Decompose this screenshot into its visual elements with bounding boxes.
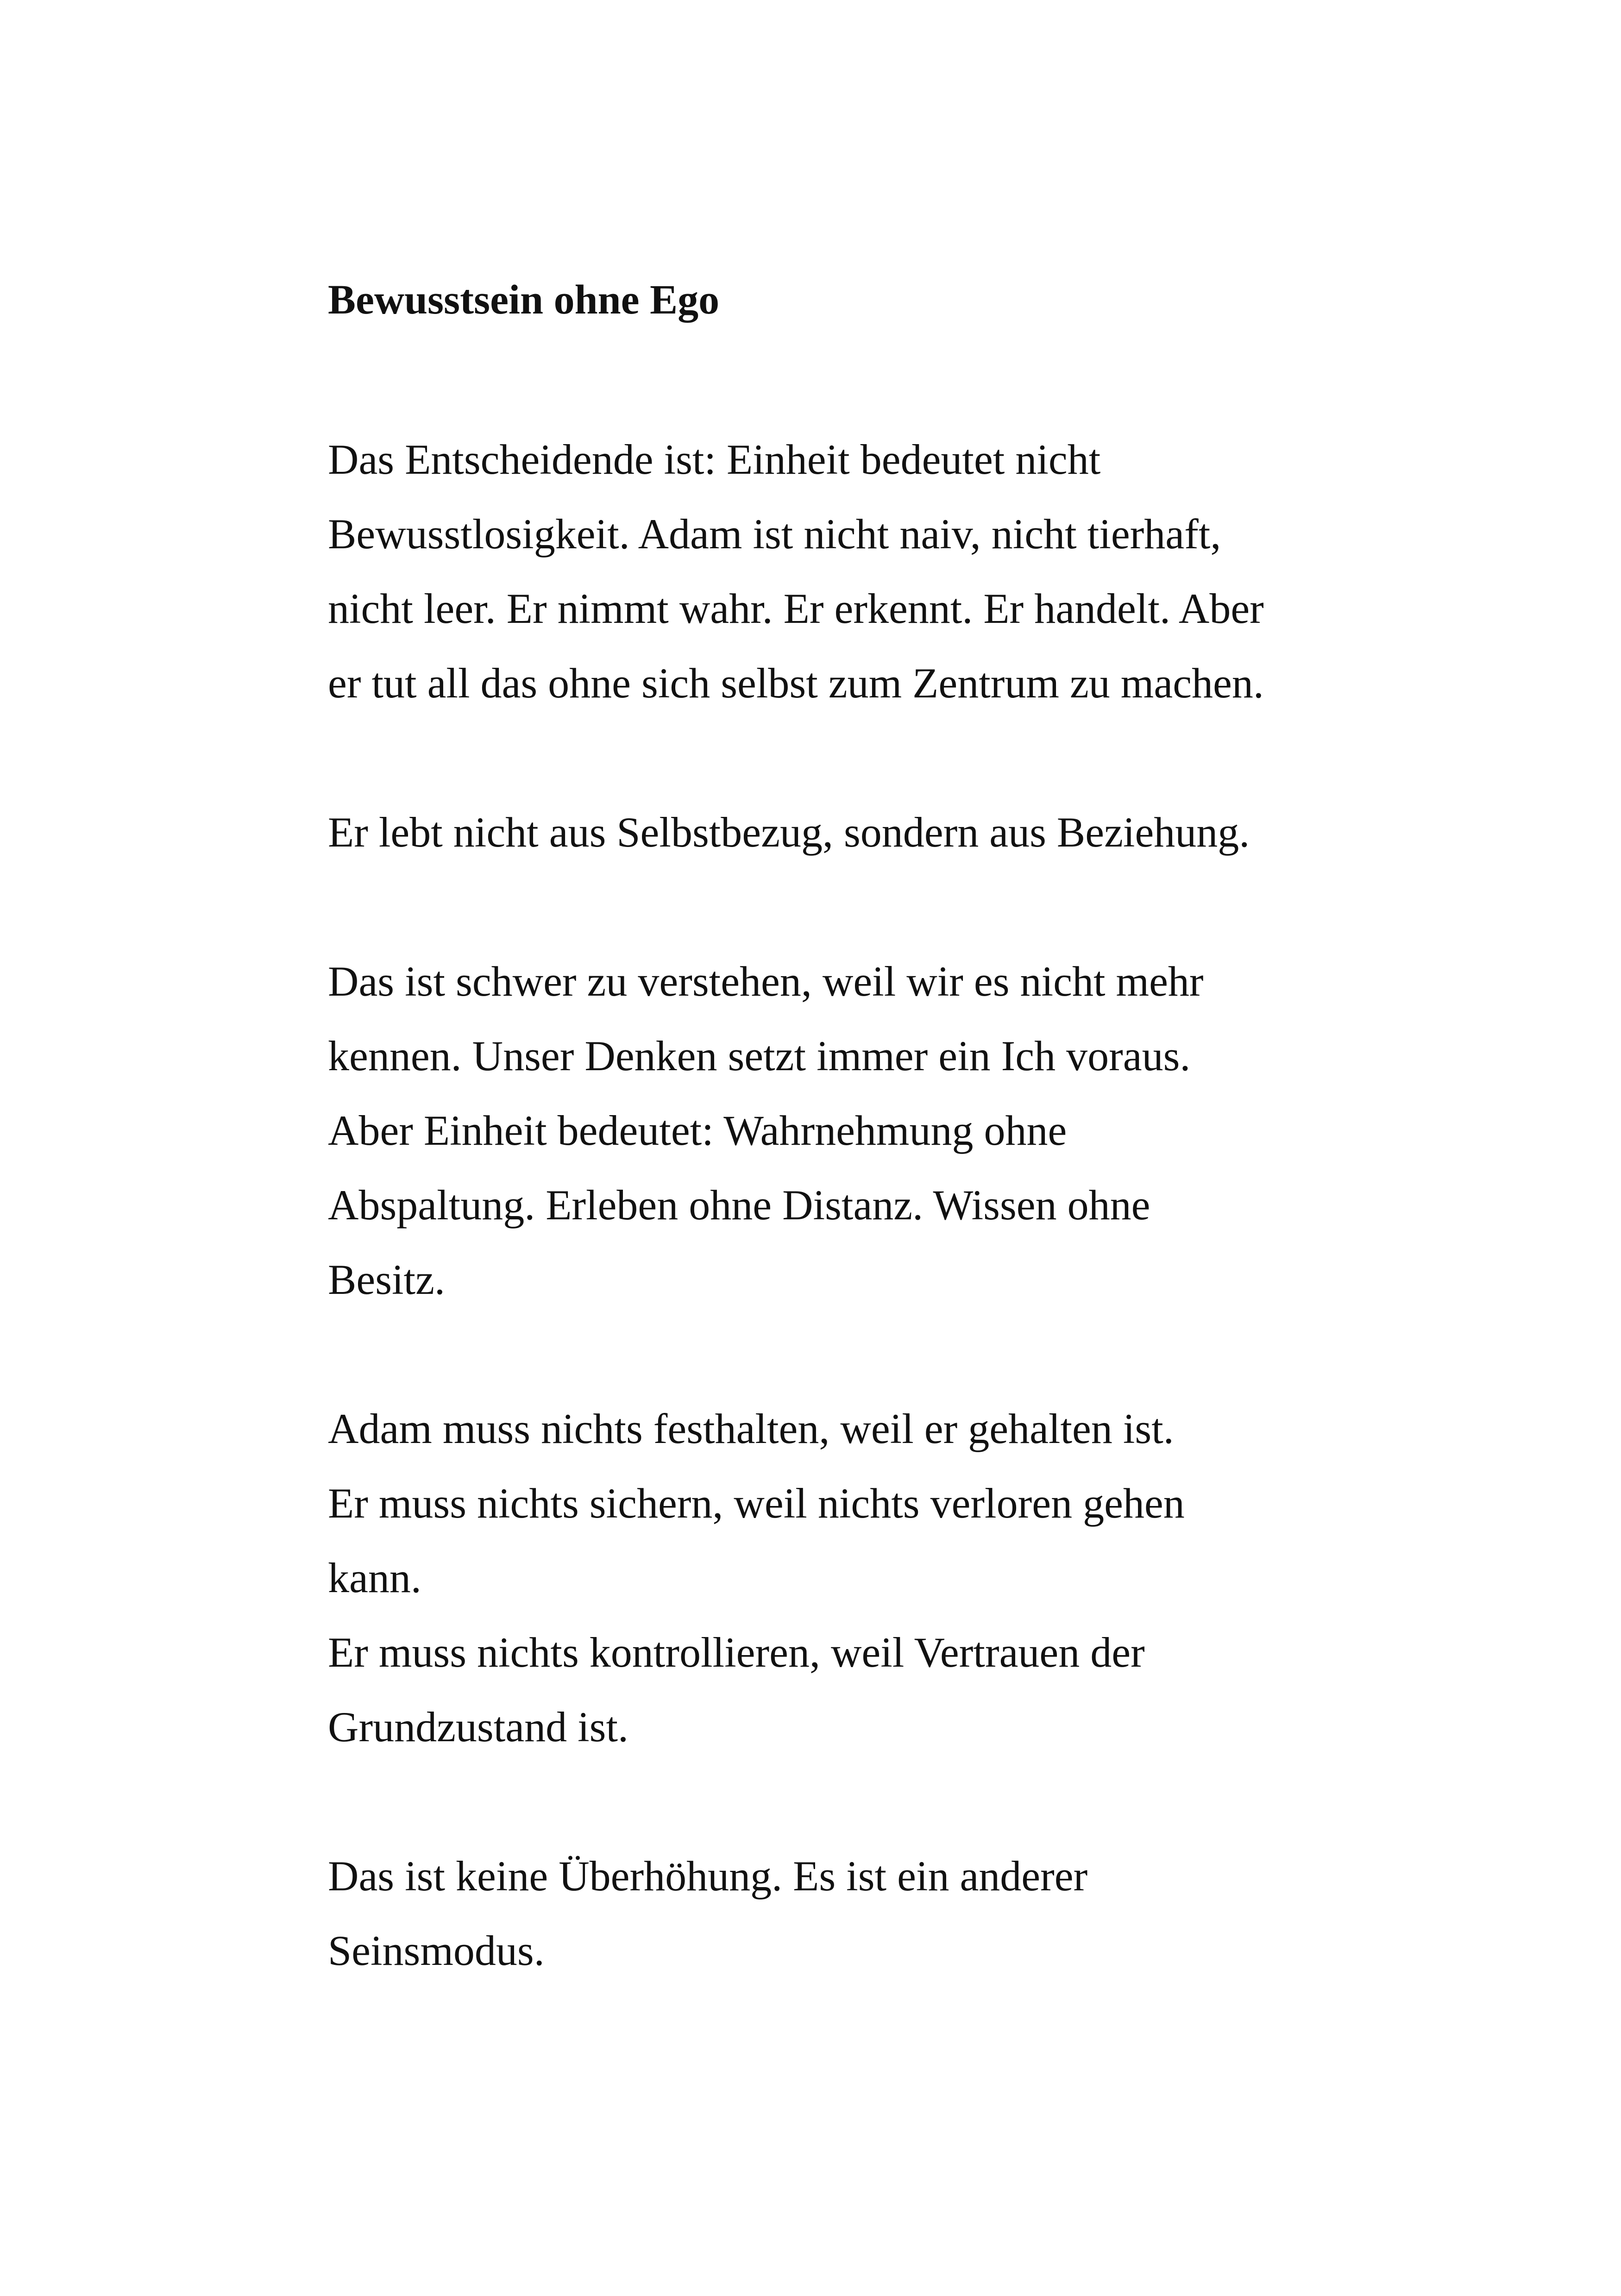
section-heading: Bewusstsein ohne Ego bbox=[328, 277, 720, 323]
paragraph bbox=[328, 944, 1393, 1317]
text-line: kennen. Unser Denken setzt immer ein Ich voraus. bbox=[328, 1032, 1191, 1079]
paragraph bbox=[328, 795, 1393, 870]
text-line: Adam muss nichts festhalten, weil er gehalten ist. bbox=[328, 1405, 1174, 1452]
text-line: nicht leer. Er nimmt wahr. Er erkennt. Er handelt. Aber bbox=[328, 585, 1264, 632]
text-line: Seinsmodus. bbox=[328, 1927, 545, 1974]
text-line: er tut all das ohne sich selbst zum Zentrum zu machen. bbox=[328, 659, 1264, 707]
text-line: Das ist schwer zu verstehen, weil wir es nicht mehr bbox=[328, 958, 1204, 1005]
text-line: Er muss nichts kontrollieren, weil Vertrauen der bbox=[328, 1629, 1145, 1676]
text-line: Das Entscheidende ist: Einheit bedeutet nicht bbox=[328, 436, 1101, 483]
text-line: Er lebt nicht aus Selbstbezug, sondern aus Beziehung. bbox=[328, 809, 1250, 856]
text-line: Aber Einheit bedeutet: Wahrnehmung ohne bbox=[328, 1107, 1067, 1154]
text-line: kann. bbox=[328, 1554, 421, 1601]
paragraph bbox=[328, 422, 1393, 721]
text-line: Bewusstlosigkeit. Adam ist nicht naiv, nicht tierhaft, bbox=[328, 510, 1221, 558]
text-line: Grundzustand ist. bbox=[328, 1703, 629, 1750]
text-line: Er muss nichts sichern, weil nichts verloren gehen bbox=[328, 1480, 1185, 1527]
paragraph bbox=[328, 1392, 1393, 1764]
paragraph bbox=[328, 1839, 1393, 1988]
document-body bbox=[328, 277, 1393, 1988]
text-line: Besitz. bbox=[328, 1256, 445, 1303]
text-line: Das ist keine Überhöhung. Es ist ein anderer bbox=[328, 1852, 1088, 1900]
text-line: Abspaltung. Erleben ohne Distanz. Wissen ohne bbox=[328, 1181, 1150, 1229]
